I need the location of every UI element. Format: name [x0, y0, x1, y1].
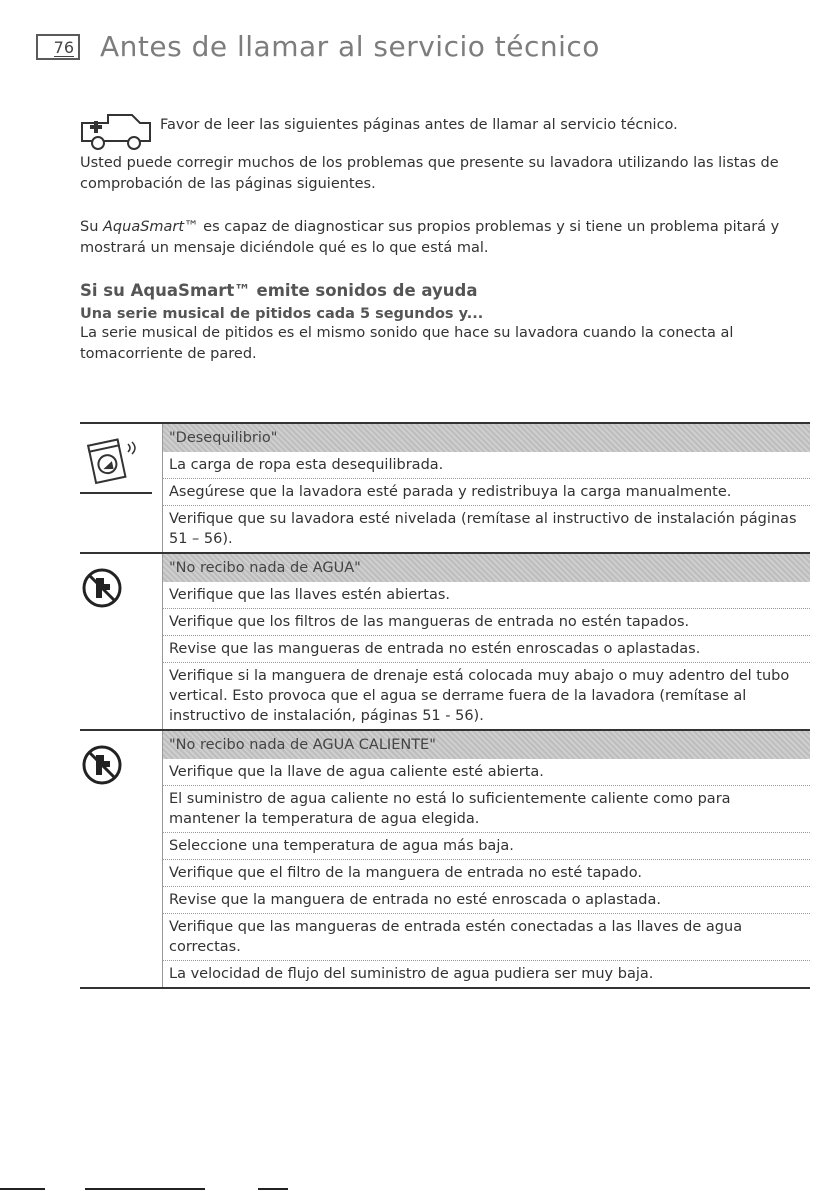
section-rows — [162, 731, 810, 987]
intro-block — [80, 113, 795, 365]
page-number: 76 — [53, 37, 74, 57]
service-van-icon — [80, 111, 156, 151]
list-item: El suministro de agua caliente no está lo suficientemente caliente como para mantener la temperatura de agua elegida. — [163, 786, 810, 833]
list-item: Verifique que el filtro de la manguera de entrada no esté tapado. — [163, 860, 810, 887]
brand-name: AquaSmart™ — [103, 219, 199, 235]
section-heading-no-water: "No recibo nada de AGUA" — [163, 554, 810, 582]
unbalanced-load-icon — [80, 426, 152, 496]
scan-footer-marks — [0, 1187, 839, 1191]
list-item: Revise que la manguera de entrada no esté enroscada o aplastada. — [163, 887, 810, 914]
page-title: Antes de llamar al servicio técnico — [100, 30, 600, 63]
section-no-water — [80, 552, 810, 729]
section-rows — [162, 554, 810, 729]
section-heading: Si su AquaSmart™ emite sonidos de ayuda — [80, 281, 478, 300]
section-heading-unbalanced: "Desequilibrio" — [163, 424, 810, 452]
no-hot-water-icon — [82, 745, 122, 785]
intro-paragraph-3: La serie musical de pitidos es el mismo sonido que hace su lavadora cuando la conecta al tomacorriente de pared. — [80, 325, 734, 362]
list-item: Revise que las mangueras de entrada no estén enroscadas o aplastadas. — [163, 636, 810, 663]
list-item: Seleccione una temperatura de agua más baja. — [163, 833, 810, 860]
subheading: Una serie musical de pitidos cada 5 segundos y... — [80, 306, 484, 322]
list-item: Verifique que las mangueras de entrada estén conectadas a las llaves de agua correctas. — [163, 914, 810, 961]
table-bottom-rule — [80, 987, 810, 989]
list-item: Asegúrese que la lavadora esté parada y redistribuya la carga manualmente. — [163, 479, 810, 506]
section-no-hot-water — [80, 729, 810, 987]
section-unbalanced — [80, 424, 810, 552]
page-header — [36, 30, 600, 63]
list-item: La velocidad de flujo del suministro de agua pudiera ser muy baja. — [169, 966, 654, 982]
intro-paragraph-2 — [80, 217, 795, 259]
troubleshooting-table — [80, 422, 810, 989]
intro-paragraph-1: Usted puede corregir muchos de los problemas que presente su lavadora utilizando las listas de comprobación de las páginas siguientes. — [80, 155, 779, 192]
list-item: Verifique que su lavadora esté nivelada (remítase al instructivo de instalación páginas 51 – 56). — [169, 511, 797, 547]
paragraph-2-prefix: Su — [80, 219, 104, 235]
section-heading-no-hot-water: "No recibo nada de AGUA CALIENTE" — [163, 731, 810, 759]
section-rows — [162, 424, 810, 552]
list-item: Verifique si la manguera de drenaje está colocada muy abajo o muy adentro del tubo vertical. Esto provoca que el agua se derrame fuera de la lavadora (remítase al instructivo de instalación, páginas 51 - 56). — [169, 668, 790, 724]
list-item: Verifique que los filtros de las mangueras de entrada no estén tapados. — [163, 609, 810, 636]
no-water-icon — [82, 568, 122, 608]
service-note — [80, 113, 795, 151]
list-item: Verifique que la llave de agua caliente esté abierta. — [163, 759, 810, 786]
list-item: La carga de ropa esta desequilibrada. — [163, 452, 810, 479]
page-number-box — [36, 34, 80, 60]
list-item: Verifique que las llaves estén abiertas. — [163, 582, 810, 609]
paragraph-2-rest: es capaz de diagnosticar sus propios problemas y si tiene un problema pitará y mostrará un mensaje diciéndole qué es lo que está mal. — [80, 219, 780, 256]
service-note-text: Favor de leer las siguientes páginas antes de llamar al servicio técnico. — [160, 117, 678, 133]
